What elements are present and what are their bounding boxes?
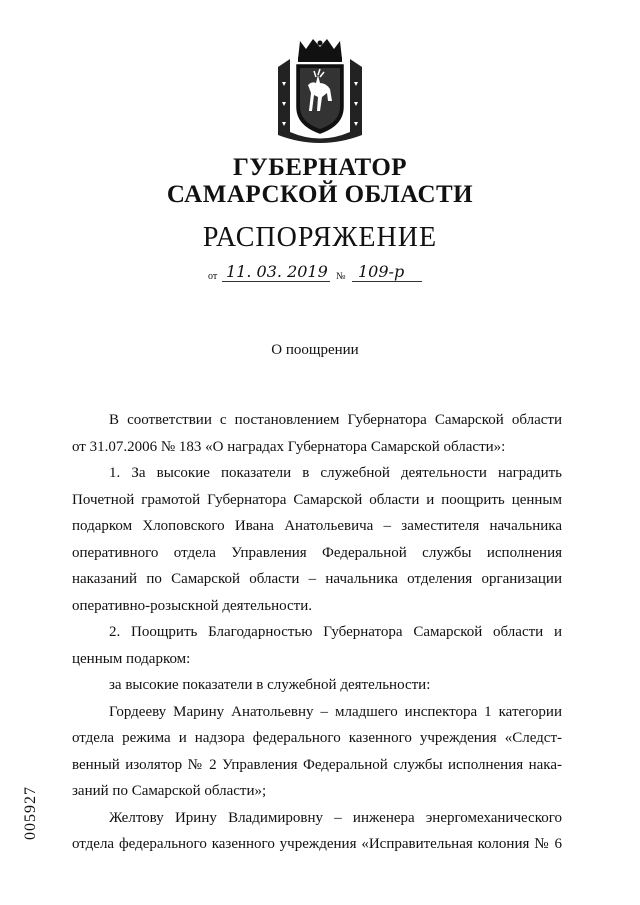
document-body [72,407,562,858]
date-number-row [208,262,438,284]
body-line: ценным подарком: [72,650,191,667]
body-line: В соответствии с постановлением Губернатора Самарской области [109,412,562,428]
body-line: отдела федерального казенного учреждения «Исправительная колония № 6 [72,836,562,852]
body-line: Желтову Ирину Владимировну – инженера энергомеханического [109,809,562,826]
body-line: венный изолятор № 2 Управления Федеральной службы исполнения нака- [72,756,562,773]
number-value: 109-р [358,262,405,281]
body-line: оперативно-розыскной деятельности. [72,597,313,614]
body-line: 2. Поощрить Благодарностью Губернатора Самарской области и [109,624,562,640]
body-line: 1. За высокие показатели в служебной деятельности наградить [109,465,562,481]
body-line: Гордееву Марину Анатольевну – младшего инспектора 1 категории [109,703,562,720]
document-type: РАСПОРЯЖЕНИЕ [202,222,438,253]
document-subject: О поощрении [271,342,359,358]
date-prefix: от [208,271,218,282]
issuer-title-line2: САМАРСКОЙ ОБЛАСТИ [166,181,474,208]
number-underline [352,281,422,282]
body-line: подарком Хлоповского Ивана Анатольевича – заместителя начальника [72,518,562,534]
side-serial-number: 005927 [22,786,39,840]
body-line: за высокие показатели в служебной деятельности: [109,677,431,693]
body-line: Почетной грамотой Губернатора Самарской области и поощрить ценным [72,491,562,508]
number-prefix: № [336,271,346,282]
body-line: от 31.07.2006 № 183 «О наградах Губернатора Самарской области»: [72,438,506,455]
samara-coat-of-arms-icon [270,37,370,147]
date-value: 11. 03. 2019 [226,262,328,281]
body-line: отдела режима и надзора федерального казенного учреждения «Следст- [72,730,562,746]
date-underline [222,281,330,282]
body-line: оперативного отдела Управления Федеральной службы исполнения [72,544,562,561]
body-line: наказаний по Самарской области – начальника отделения организации [72,571,562,587]
body-line: заний по Самарской области»; [72,783,267,799]
issuer-title-line1: ГУБЕРНАТОР [232,154,408,181]
